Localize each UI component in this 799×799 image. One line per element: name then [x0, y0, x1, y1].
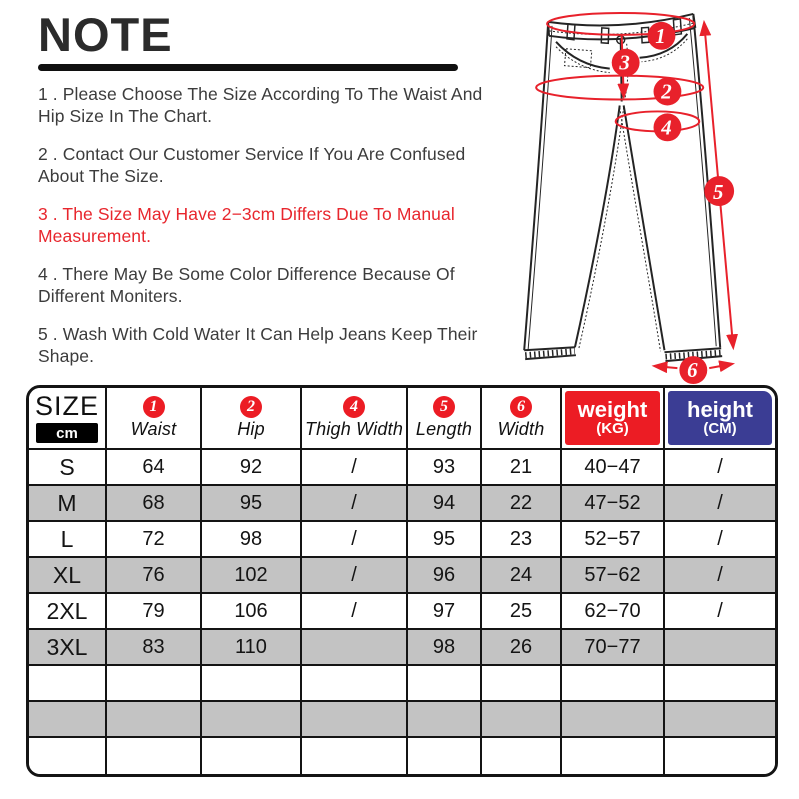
table-cell: 47−52 — [562, 486, 665, 522]
table-cell: 94 — [408, 486, 482, 522]
column-header-hip — [202, 388, 302, 450]
table-cell: / — [302, 450, 408, 486]
note-item: 2 . Contact Our Customer Service If You Are Confused About The Size. — [38, 144, 466, 187]
table-cell — [202, 738, 302, 774]
width-badge: 6 — [510, 396, 532, 418]
table-cell: 57−62 — [562, 558, 665, 594]
size-cell — [29, 738, 107, 774]
table-cell: 110 — [202, 630, 302, 666]
size-cell: L — [29, 522, 107, 558]
table-cell: / — [665, 522, 775, 558]
note-item: 1 . Please Choose The Size According To The Waist And Hip Size In The Chart. — [38, 84, 483, 127]
waist-badge: 1 — [143, 396, 165, 418]
hem-width-arrow-right — [709, 364, 731, 368]
marker-number-5: 5 — [712, 179, 724, 204]
table-row — [29, 486, 775, 522]
table-row — [29, 738, 775, 774]
waist-label: Waist — [130, 419, 177, 439]
table-cell: 93 — [408, 450, 482, 486]
weight-unit: (KG) — [596, 420, 629, 438]
table-cell: / — [665, 594, 775, 630]
table-cell: / — [665, 558, 775, 594]
table-cell — [665, 630, 775, 666]
marker-number-4: 4 — [661, 115, 672, 140]
table-cell: / — [302, 486, 408, 522]
size-header-unit: cm — [36, 423, 98, 443]
table-header-row — [29, 388, 775, 450]
table-cell: 98 — [408, 630, 482, 666]
table-cell: 24 — [482, 558, 562, 594]
table-row — [29, 630, 775, 666]
length-badge: 5 — [433, 396, 455, 418]
table-cell — [562, 666, 665, 702]
table-cell: 102 — [202, 558, 302, 594]
column-header-length — [408, 388, 482, 450]
size-cell — [29, 702, 107, 738]
table-cell: / — [302, 522, 408, 558]
table-cell: 83 — [107, 630, 202, 666]
table-cell — [202, 666, 302, 702]
note-list — [38, 83, 490, 367]
note-section — [38, 10, 490, 383]
weight-header-box — [565, 391, 660, 445]
marker-number-3: 3 — [619, 50, 630, 75]
size-table — [26, 385, 778, 777]
size-cell: M — [29, 486, 107, 522]
table-cell — [302, 630, 408, 666]
table-cell — [107, 666, 202, 702]
table-row — [29, 522, 775, 558]
table-cell: 52−57 — [562, 522, 665, 558]
table-cell — [482, 702, 562, 738]
table-cell: 92 — [202, 450, 302, 486]
size-header-cell — [29, 388, 107, 450]
table-cell — [665, 666, 775, 702]
table-cell: / — [302, 558, 408, 594]
table-cell — [107, 702, 202, 738]
table-cell: / — [302, 594, 408, 630]
table-cell — [202, 702, 302, 738]
table-cell: 25 — [482, 594, 562, 630]
table-cell: 64 — [107, 450, 202, 486]
width-label: Width — [497, 419, 545, 439]
left-inseam — [575, 105, 620, 347]
table-cell — [408, 702, 482, 738]
height-header-box — [668, 391, 772, 445]
table-row — [29, 450, 775, 486]
left-pocket — [556, 42, 610, 69]
table-cell: 97 — [408, 594, 482, 630]
table-cell — [562, 738, 665, 774]
table-cell: 22 — [482, 486, 562, 522]
thigh-width-label: Thigh Width — [304, 419, 404, 439]
length-label: Length — [415, 419, 473, 439]
table-cell: 106 — [202, 594, 302, 630]
note-title: NOTE — [38, 8, 173, 61]
size-cell — [29, 666, 107, 702]
marker-number-1: 1 — [655, 23, 666, 48]
note-item: 4 . There May Be Some Color Difference Because Of Different Moniters. — [38, 264, 455, 307]
size-header-title: SIZE — [34, 391, 99, 421]
column-header-height — [665, 388, 775, 450]
table-cell: / — [665, 450, 775, 486]
column-header-weight — [562, 388, 665, 450]
table-cell: 95 — [202, 486, 302, 522]
table-cell — [408, 666, 482, 702]
table-cell — [482, 666, 562, 702]
height-unit: (CM) — [703, 420, 737, 438]
table-cell: 23 — [482, 522, 562, 558]
jeans-diagram — [515, 2, 799, 390]
table-cell — [665, 738, 775, 774]
size-cell: XL — [29, 558, 107, 594]
table-row — [29, 594, 775, 630]
table-cell: 26 — [482, 630, 562, 666]
title-underline-bar — [38, 64, 458, 71]
table-cell — [302, 738, 408, 774]
right-inseam — [624, 105, 665, 350]
table-row — [29, 558, 775, 594]
table-row — [29, 702, 775, 738]
note-item: 5 . Wash With Cold Water It Can Help Jeans Keep Their Shape. — [38, 324, 478, 367]
table-cell: 70−77 — [562, 630, 665, 666]
table-cell — [482, 738, 562, 774]
weight-label: weight — [577, 397, 648, 423]
table-cell: / — [665, 486, 775, 522]
column-header-waist — [107, 388, 202, 450]
table-cell: 72 — [107, 522, 202, 558]
table-cell — [107, 738, 202, 774]
table-cell: 40−47 — [562, 450, 665, 486]
column-header-thigh-width — [302, 388, 408, 450]
hip-badge: 2 — [240, 396, 262, 418]
table-cell: 79 — [107, 594, 202, 630]
marker-number-6: 6 — [687, 358, 698, 383]
note-item: 3 . The Size May Have 2−3cm Differs Due To Manual Measurement. — [38, 204, 455, 247]
table-body — [29, 450, 775, 774]
table-cell — [302, 666, 408, 702]
table-cell — [302, 702, 408, 738]
marker-number-2: 2 — [661, 79, 672, 104]
table-cell: 95 — [408, 522, 482, 558]
size-cell: 2XL — [29, 594, 107, 630]
table-cell — [665, 702, 775, 738]
height-label: height — [687, 397, 753, 423]
table-row — [29, 666, 775, 702]
table-cell — [562, 702, 665, 738]
table-cell: 62−70 — [562, 594, 665, 630]
thigh-width-badge: 4 — [343, 396, 365, 418]
table-cell — [408, 738, 482, 774]
size-cell: S — [29, 450, 107, 486]
hem-width-arrow-left — [656, 366, 678, 368]
table-cell: 96 — [408, 558, 482, 594]
column-header-width — [482, 388, 562, 450]
table-cell: 76 — [107, 558, 202, 594]
table-cell: 98 — [202, 522, 302, 558]
table-cell: 68 — [107, 486, 202, 522]
left-outer-seam — [524, 24, 548, 350]
hip-label: Hip — [237, 419, 265, 439]
size-cell: 3XL — [29, 630, 107, 666]
table-cell: 21 — [482, 450, 562, 486]
